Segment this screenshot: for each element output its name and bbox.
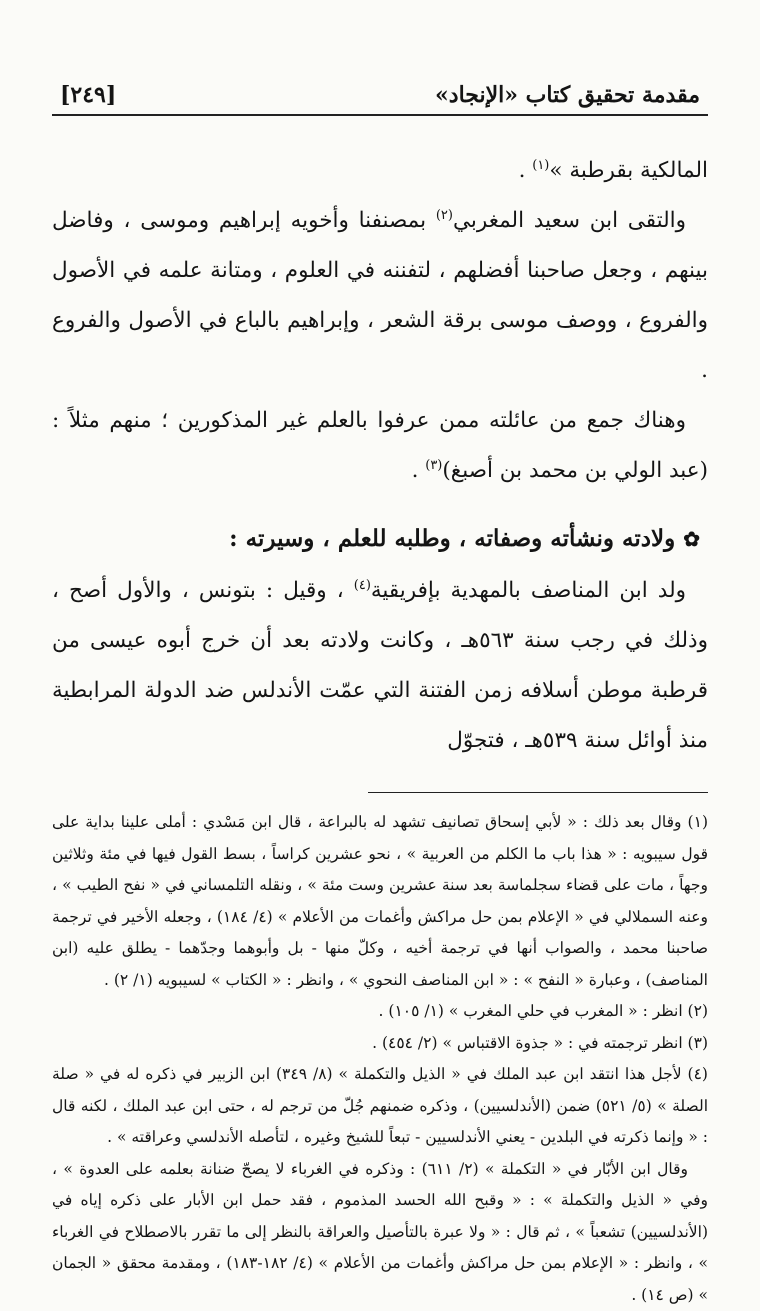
footnote-2: (٢) انظر : « المغرب في حلي المغرب » (١/ ١٠٥) . — [52, 996, 708, 1028]
header-title: مقدمة تحقيق كتاب «الإنجاد» — [435, 82, 700, 108]
footnote-ref-4: (٤) — [354, 578, 371, 593]
page-number: [٢٤٩] — [60, 82, 116, 108]
p3-after: . — [412, 458, 426, 483]
header-rule — [52, 114, 708, 116]
p4-before: ولد ابن المناصف بالمهدية بإفريقية — [371, 578, 686, 603]
p2-after: بمصنفنا وأخويه إبراهيم وموسى ، وفاضل بينهم ، وجعل صاحبنا أفضلهم ، لتفننه في العلوم ، ومتانة علمه في الأصول والفروع ، ووصف موسى برقة الشعر ، وإبراهيم بالباع في الأصول والفروع . — [52, 208, 708, 383]
flower-icon: ✿ — [683, 527, 700, 551]
footnote-ref-1: (١) — [532, 158, 549, 173]
paragraph-4 — [52, 566, 708, 766]
footnote-ref-2: (٢) — [436, 208, 453, 223]
footnote-ref-3: (٣) — [425, 458, 442, 473]
section-heading-text: ولادته ونشأته وصفاته ، وطلبه للعلم ، وسيرته : — [229, 525, 675, 552]
footnote-4-continued: وقال ابن الأبّار في « التكملة » (٢/ ٦١١) : وذكره في الغرباء لا يصحّ ضنانة بعلمه على العدوة » ، وفي « الذيل والتكملة » : « وقبح الله الحسد المذموم ، فقد حمل ابن الأبار على ذكره إياه في (الأندلسيين) تشعباً » ، ثم قال : « ولا عبرة بالتأصيل والعراقة بالنظر إلى ما تقرر بالاصطلاح في الغرباء » ، وانظر : « الإعلام بمن حل مراكش وأغمات من الأعلام » (٤/ ١٨٢-١٨٣) ، ومقدمة محقق « الجمان » (ص ١٤) . — [52, 1154, 708, 1311]
footnote-3: (٣) انظر ترجمته في : « جذوة الاقتباس » (٢/ ٤٥٤) . — [52, 1028, 708, 1060]
main-text — [52, 146, 708, 766]
p1-after: . — [519, 158, 533, 183]
running-header — [52, 82, 708, 114]
p3-before: وهناك جمع من عائلته ممن عرفوا بالعلم غير المذكورين ؛ منهم مثلاً : (عبد الولي بن محمد بن أصبغ) — [52, 408, 708, 483]
paragraph-1 — [52, 146, 708, 196]
section-heading — [52, 512, 708, 566]
footnotes — [52, 807, 708, 1311]
footnote-rule — [368, 792, 708, 793]
paragraph-3 — [52, 396, 708, 496]
footnote-1: (١) وقال بعد ذلك : « لأبي إسحاق تصانيف تشهد له بالبراعة ، قال ابن مَسْدي : أملى علينا بداية على قول سيبويه : « هذا باب ما الكلم من العربية » ، نحو عشرين كراساً ، بسط القول فيها في مئة وثلاثين وجهاً ، مات على قضاء سجلماسة بعد سنة عشرين وست مئة » ، ونقله التلمساني في « نفح الطيب » ، وعنه السملالي في « الإعلام بمن حل مراكش وأغمات من الأعلام » (٤/ ١٨٤) ، وجعله الأخير في ترجمة صاحبنا محمد ، والصواب أنها في ترجمة أخيه ، وكلّ منها - بل وأبوهما وجدّهما - يطلق عليه (ابن المناصف) ، وعبارة « النفح » : « ابن المناصف النحوي » ، وانظر : « الكتاب » لسيبويه (١/ ٢) . — [52, 807, 708, 996]
footnote-4: (٤) لأجل هذا انتقد ابن عبد الملك في « الذيل والتكملة » (٨/ ٣٤٩) ابن الزبير في ذكره له في « صلة الصلة » (٥/ ٥٢١) ضمن (الأندلسيين) ، وذكره ضمنهم جُلّ من ترجم له ، حتى ابن عبد الملك ، لكنه قال : « وإنما ذكرته في البلدين - يعني الأندلسيين - تبعاً للشيخ وغيره ، لتأصله الأندلسي وعراقته » . — [52, 1059, 708, 1154]
paragraph-2 — [52, 196, 708, 396]
p2-before: والتقى ابن سعيد المغربي — [453, 208, 686, 233]
p1-text: المالكية بقرطبة » — [549, 158, 708, 183]
p4-after: ، وقيل : بتونس ، والأول أصح ، وذلك في رجب سنة ٥٦٣هـ ، وكانت ولادته بعد أن خرج أبوه عيسى من قرطبة موطن أسلافه زمن الفتنة التي عمّت الأندلس ضد الدولة المرابطية منذ أوائل سنة ٥٣٩هـ ، فتجوّل — [52, 578, 708, 753]
